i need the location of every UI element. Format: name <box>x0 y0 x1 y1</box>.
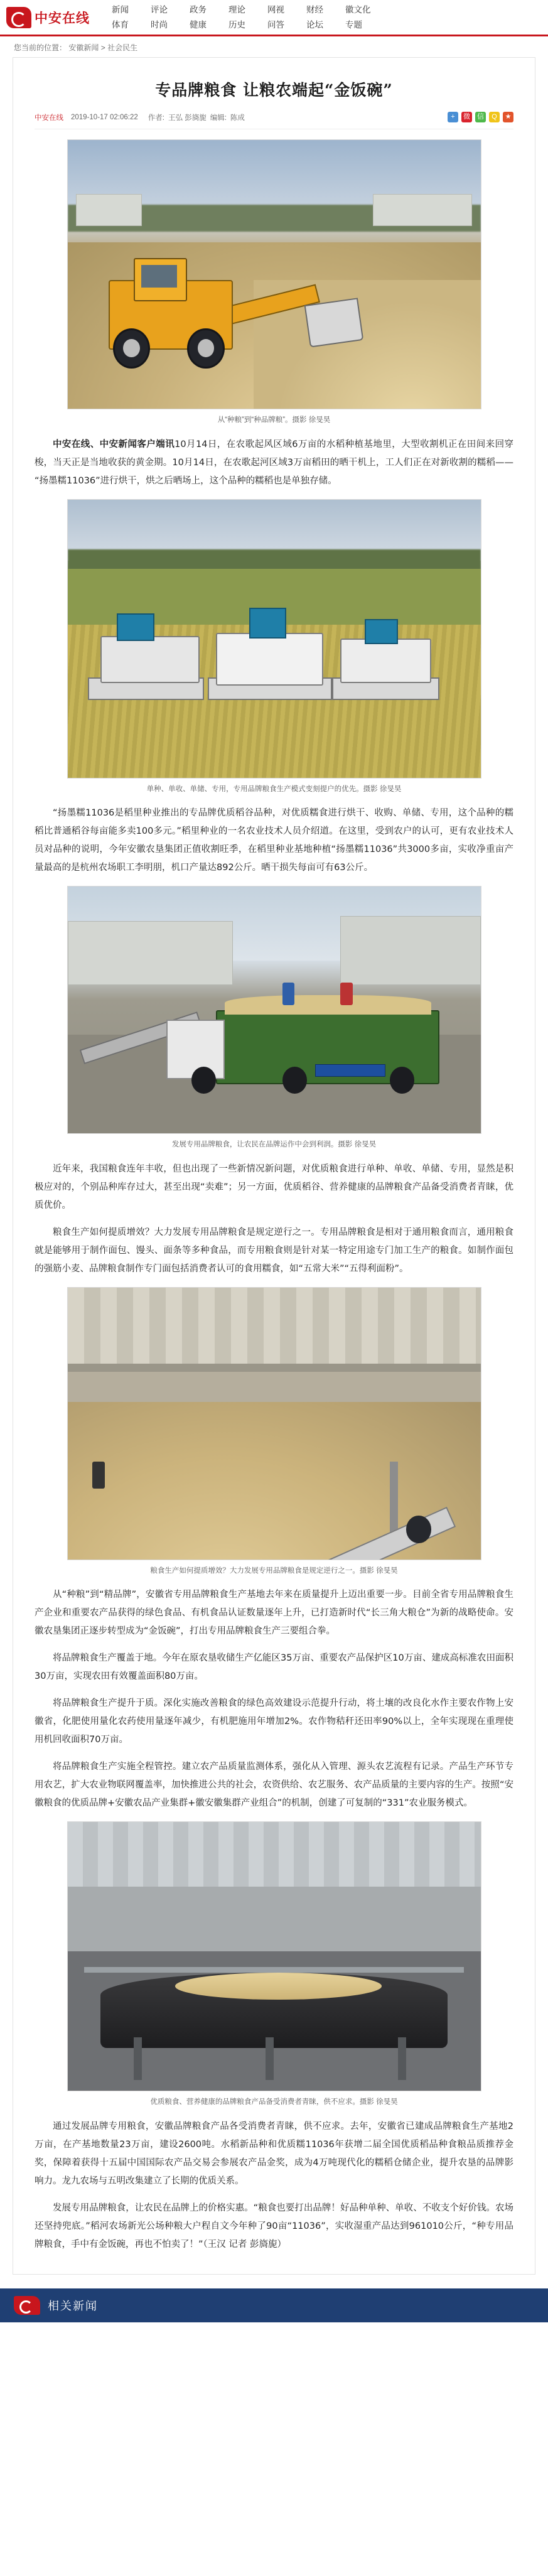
nav-item-9[interactable]: 健康 <box>190 19 207 30</box>
figure-caption: 从“种粮”到“种品牌粮”。摄影 徐旻昊 <box>217 416 331 424</box>
article-paragraph-0-text: 10月14日，在农歌起风区域6万亩的水稻种植基地里，大型收割机正在田间来回穿梭，当天正是当地收获的黄金期。10月14日，在农歌起河区域3万亩稻田的晒干机上，工人们正在对新收割的糯稻——“扬墨糯11036”进行烘干，烘之后晒场上，这个品种的糯稻也是单独存储。 <box>35 439 514 486</box>
figure-conveyor-belt <box>35 1821 513 2109</box>
qzone-icon[interactable]: Q <box>489 112 500 122</box>
article-author: 王弘 彭旖旎 <box>168 114 207 122</box>
nav-item-1[interactable]: 评论 <box>151 4 168 14</box>
article-paragraph-9: 发展专用品牌粮食，让农民在品牌上的价格实惠。“粮食也要打出品牌！好品种单种、单收、不收支个好价钱。农场还坚持兜底。”稻河农场新光公场种粮大户程自文今年种了90亩“11036”，实收湿重产品达到961010公斤，“种专用品牌粮食，手中有金饭碗，再也不怕卖了！”（王汉 记者 彭旖旎） <box>35 2202 513 2250</box>
article-paragraph-8: 通过发展品牌专用粮食，安徽品牌粮食产品各受消费者青睐，供不应求。去年，安徽省已建成品牌粮食生产基地2万亩，在产基地数量23万亩，建设2600吨。水稻新品种和优质糯11036年获增二届全国优质稻品种食粮品质推荐金奖，保障着获得十五届中国国际农产品交易会参展农产品金奖，成为4万吨现代化的糯稻仓储企业，提升农垦的品牌影响力。龙九农场与五明改集建立了长期的优质关系。 <box>35 2121 513 2186</box>
breadcrumb-label: 您当前的位置： <box>14 43 67 52</box>
plus-icon[interactable]: + <box>448 112 458 122</box>
figure-caption: 优质粮食、营养健康的品牌粮食产品备受消费者青睐，供不应求。摄影 徐旻昊 <box>150 2098 398 2106</box>
figure-caption: 发展专用品牌粮食，让农民在品牌运作中会到利润。摄影 徐旻昊 <box>171 1141 377 1149</box>
photo-harvesters-field <box>67 499 481 779</box>
article-meta <box>35 112 513 129</box>
weibo-icon[interactable]: 微 <box>461 112 472 122</box>
article-editor-label: 编辑: <box>210 114 227 122</box>
figure-truck-loading <box>35 886 513 1151</box>
site-logo[interactable] <box>6 5 100 30</box>
article-paragraph-2: 近年来，我国粮食连年丰收，但也出现了一些新情况新问题，对优质粮食进行单种、单收、单储、专用，显然是积极应对的，个别品种库存过大，甚至出现“卖难”；另一方面，优质稻谷、营养健康的品牌粮食产品备受消费者青睐，优质优价。 <box>35 1163 513 1210</box>
photo-warehouse-pile <box>67 1287 481 1560</box>
article-editor: 陈成 <box>230 114 245 122</box>
article-paragraph-1: “扬墨糯11036是稻里种业推出的专品牌优质稻谷品种，对优质糯食进行烘干、收购、单储、专用，这个品种的糯稻比普通稻谷每亩能多卖100多元。”稻里种业的一名农业技术人员介绍道。在这里，受到农户的认可，更有农业技术人员对品种的说明，今年安徽农垦集团正值收割旺季，在稻里种业基地种植“扬墨糯11036”共3000多亩，实收净重亩产量最高的是杭州农场职工李明朋，机口产量达892公斤。晒干损失每亩可有63公斤。 <box>35 808 513 873</box>
nav-item-3[interactable]: 理论 <box>228 4 245 14</box>
photo-loader-grain <box>67 139 481 409</box>
photo-conveyor-belt <box>67 1821 481 2091</box>
anhui-news-logo-icon <box>14 2296 40 2315</box>
article-container <box>13 57 535 2275</box>
related-news-bar <box>0 2288 548 2322</box>
more-icon[interactable]: ★ <box>503 112 513 122</box>
breadcrumb-item-1[interactable]: 社会民生 <box>107 43 138 52</box>
article-paragraph-0 <box>35 436 513 490</box>
breadcrumb <box>0 36 548 57</box>
article-paragraph-4: 从“种粮”到“精品牌”，安徽省专用品牌粮食生产基地去年来在质量提升上迈出重要一步。目前全省专用品牌粮食生产企业和重要农产品获得的绿色食品、有机食品认证数量逐年上升，已打造新时代“长三角大粮仓”为新的战略使命。安徽农垦集团正逐步转型成为“金饭碗”，打出专用品牌粮食生产三要组合拳。 <box>35 1590 513 1637</box>
figure-warehouse-pile <box>35 1287 513 1578</box>
breadcrumb-separator-0: > <box>100 43 108 52</box>
breadcrumb-item-0[interactable]: 安徽新闻 <box>68 43 99 52</box>
related-news-title: 相关新闻 <box>48 2299 98 2312</box>
page-title: 专品牌粮食 让粮农端起“金饭碗” <box>155 81 393 99</box>
nav-item-7[interactable]: 体育 <box>112 19 129 30</box>
figure-caption: 单种、单收、单储、专用，专用品牌粮食生产模式变刻提户的优先。摄影 徐旻昊 <box>146 785 402 793</box>
site-header <box>0 0 548 36</box>
anhui-news-logo-icon <box>6 7 31 28</box>
share-bar[interactable] <box>448 112 513 122</box>
nav-item-12[interactable]: 论坛 <box>306 19 323 30</box>
article-source: 中安在线 <box>35 114 63 122</box>
main-nav[interactable] <box>112 3 388 33</box>
nav-item-13[interactable]: 专题 <box>345 19 362 30</box>
figure-loader-grain <box>35 139 513 427</box>
nav-item-5[interactable]: 财经 <box>306 4 323 14</box>
article-paragraph-3: 粮食生产如何提质增效？大力发展专用品牌粮食是规定逆行之一。专用品牌粮食是相对于通用粮食而言，通用粮食就是能够用于制作面包、馒头、面条等多种食品，而专用粮食则是针对某一特定用途专门加工生产的粮食。如制作面包的强筋小麦、品牌粮食制作专门面包括消费者认可的食用糯食，如“五常大米”“五得利面粉”。 <box>35 1227 513 1274</box>
site-logo-text: 中安在线 <box>35 11 90 26</box>
nav-item-8[interactable]: 时尚 <box>151 19 168 30</box>
article-author-label: 作者: <box>148 114 164 122</box>
figure-caption: 粮食生产如何提质增效？大力发展专用品牌粮食是规定逆行之一。摄影 徐旻昊 <box>150 1566 398 1575</box>
article-datetime: 2019-10-17 02:06:22 <box>71 113 138 121</box>
article-lead: 中安在线、中安新闻客户端讯 <box>53 439 175 450</box>
nav-item-2[interactable]: 政务 <box>190 4 207 14</box>
nav-item-6[interactable]: 徽文化 <box>345 4 371 14</box>
article-paragraph-7: 将品牌粮食生产实施全程管控。建立农产品质量监测体系，强化从入管理、源头农艺流程有记录。产品生产环节专用农艺，扩大农业物联网覆盖率，加快推进公共的社会，农资供给、农艺服务、农产品质量的主要内容的生产。按照“安徽粮食的优质品牌+安徽农品产业集群+徽安徽集群产业组合”的机制，创建了可复制的“331”农业服务模式。 <box>35 1762 513 1809</box>
wechat-icon[interactable]: 信 <box>475 112 486 122</box>
article-paragraph-6: 将品牌粮食生产提升于质。深化实施改善粮食的绿色高效建设示范提升行动，将土壤的改良化水作主要农作物上安徽省，化肥使用量化农药使用量逐年减少，有机肥施用年增加2%。农作物秸秆还田率90%以上，全年实现现在重理使用机回收面积70万亩。 <box>35 1698 513 1745</box>
nav-item-0[interactable]: 新闻 <box>112 4 129 14</box>
photo-truck-loading <box>67 886 481 1134</box>
nav-item-4[interactable]: 网视 <box>267 4 284 14</box>
nav-item-11[interactable]: 问答 <box>267 19 284 30</box>
nav-item-10[interactable]: 历史 <box>228 19 245 30</box>
article-paragraph-5: 将品牌粮食生产覆盖于地。今年在原农垦收储生产亿能区35万亩、重要农产品保护区10万亩、建成高标准农田面积30万亩，实现农田有效覆盖面积80万亩。 <box>35 1653 513 1682</box>
figure-harvesters-field <box>35 499 513 796</box>
